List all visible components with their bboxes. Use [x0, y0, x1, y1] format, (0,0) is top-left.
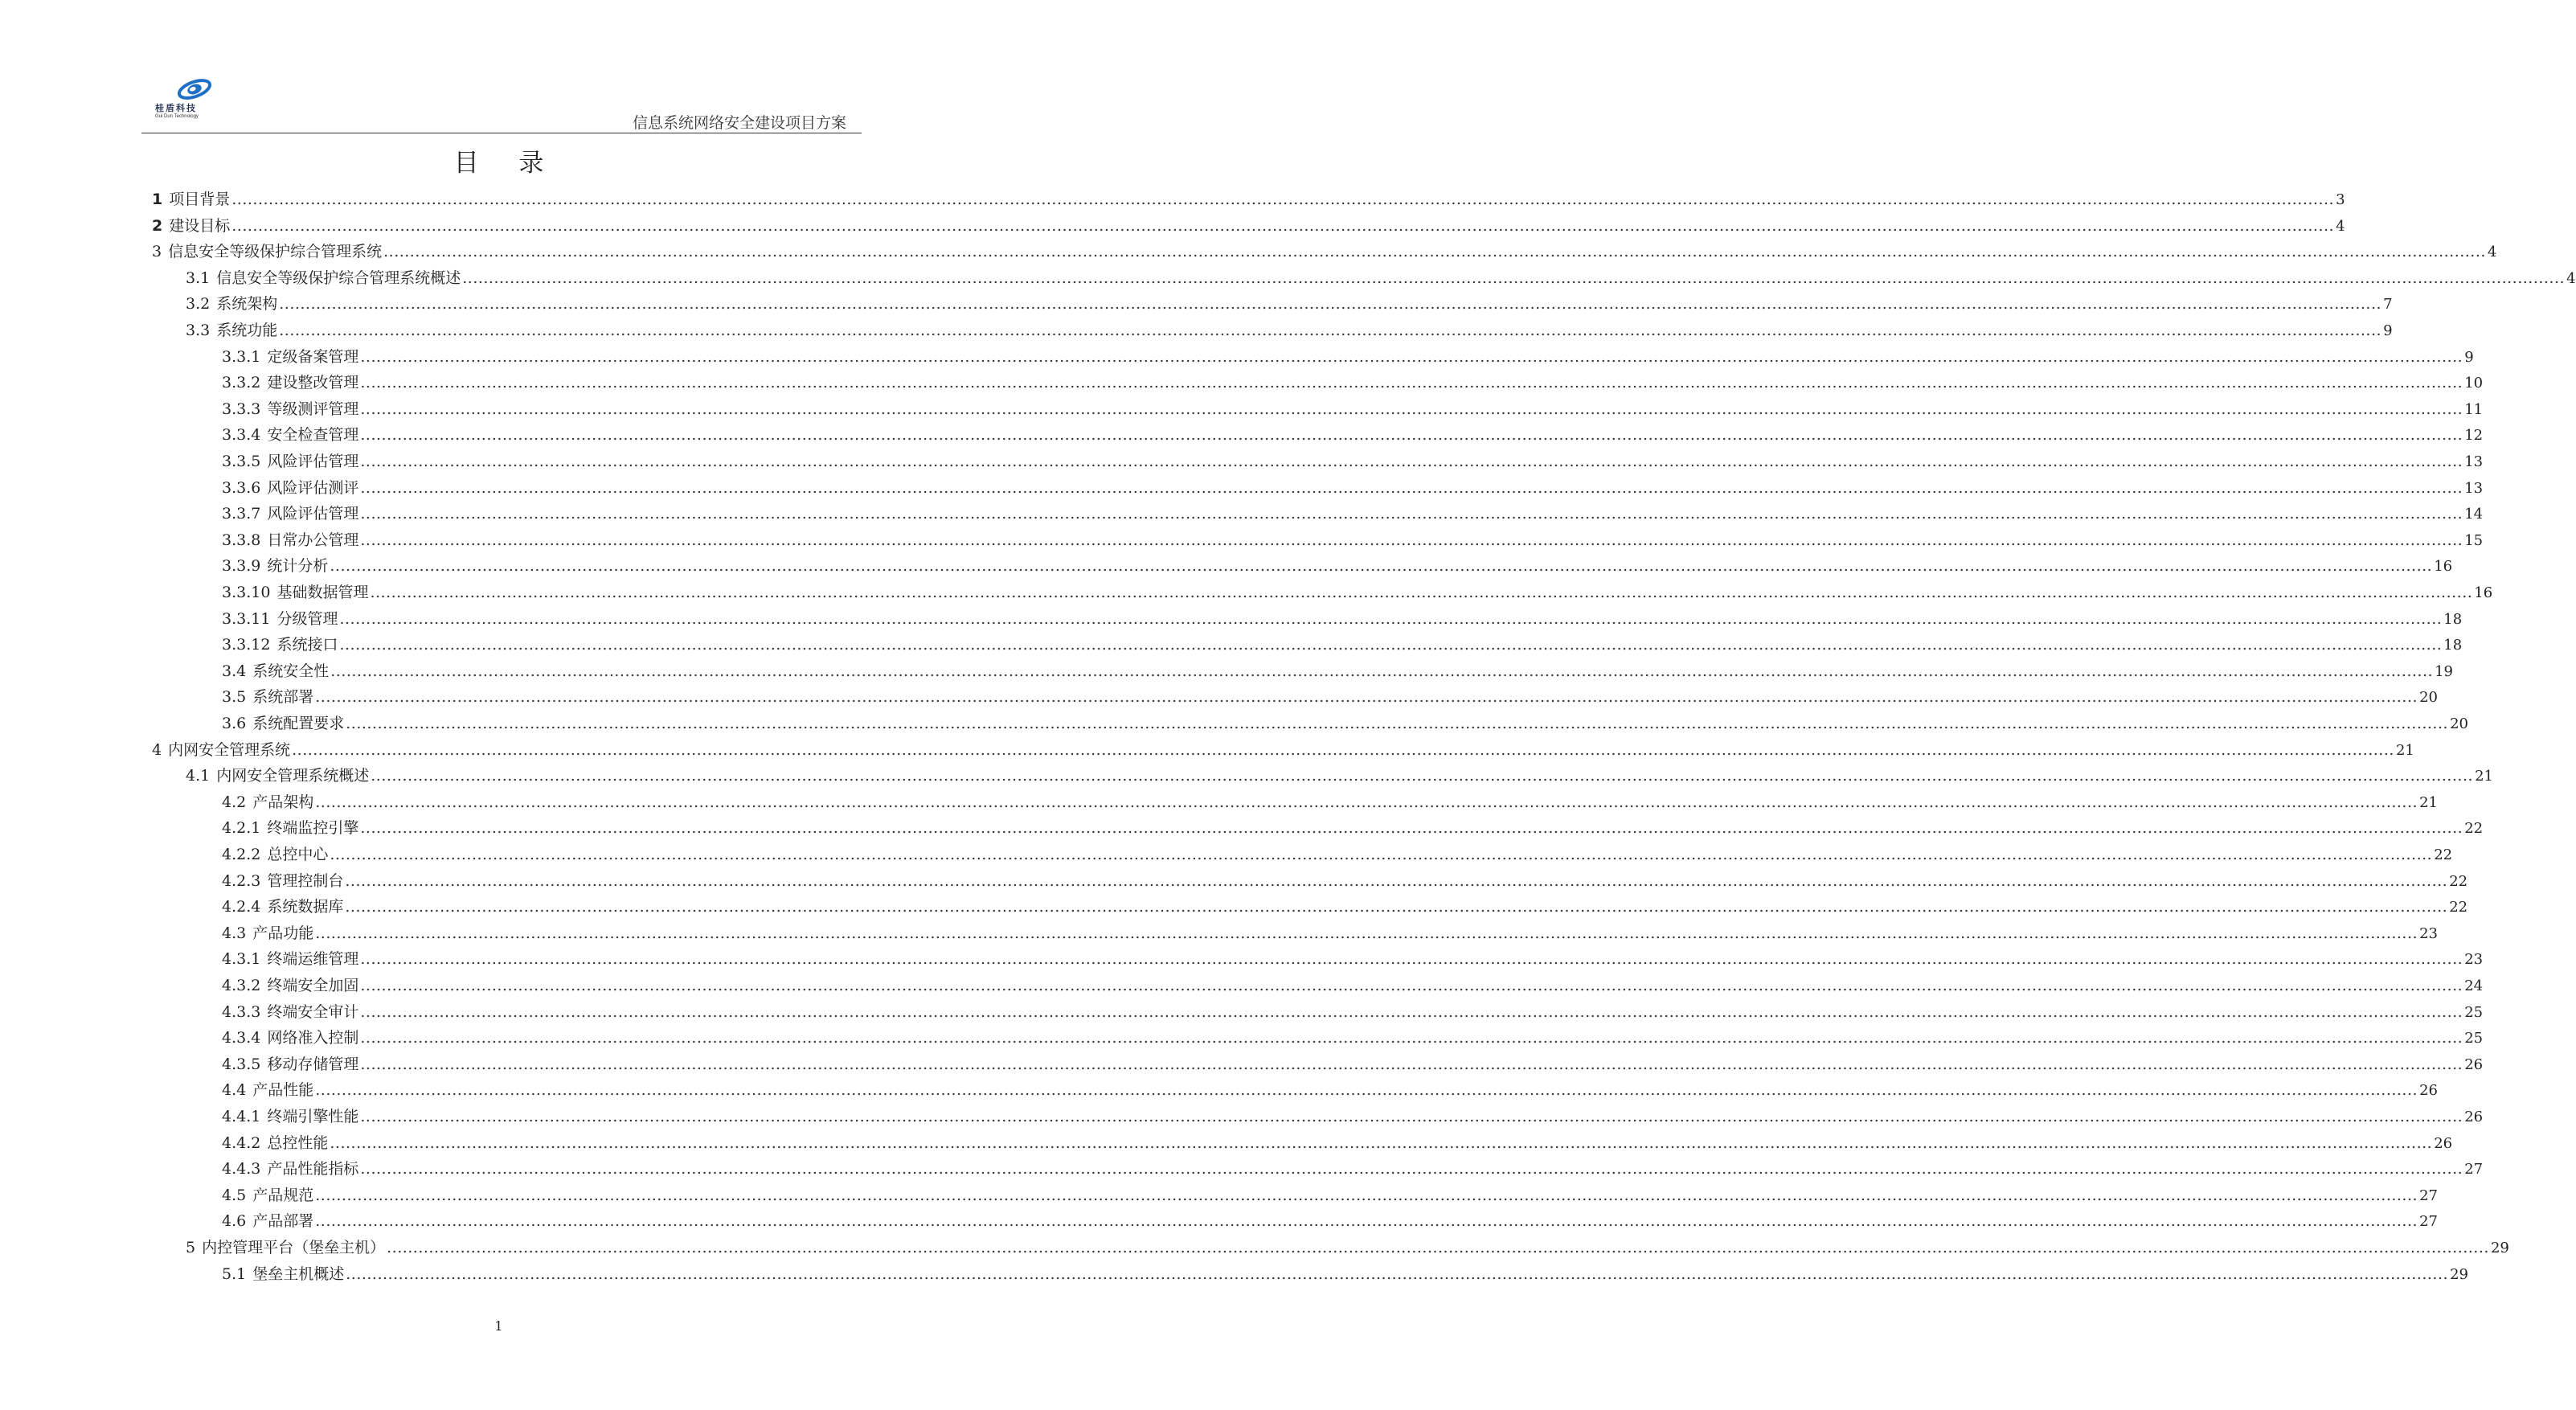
toc-entry[interactable] — [222, 894, 2468, 920]
toc-entry-label: 系统部署 — [252, 688, 314, 706]
toc-entry[interactable] — [222, 999, 2484, 1025]
toc-entry-label: 系统配置要求 — [252, 715, 345, 732]
toc-entry[interactable] — [222, 684, 2438, 710]
toc-entry-label: 产品功能 — [252, 924, 314, 942]
toc-entry[interactable] — [222, 920, 2438, 946]
toc-entry-label: 定级备案管理 — [267, 348, 359, 366]
toc-entry[interactable] — [222, 580, 2493, 605]
toc-dot-leader: ................................................................................................................................................................................................................................................................................................................................................................................................................ — [360, 348, 2463, 366]
toc-entry-number: 4.2.1 — [222, 819, 261, 837]
toc-dot-leader: ................................................................................................................................................................................................................................................................................................................................................................................................................ — [330, 1134, 2433, 1152]
toc-entry-page: 22 — [2464, 820, 2484, 837]
toc-entry-number: 3.3.10 — [222, 584, 271, 601]
logo — [153, 77, 225, 125]
toc-entry[interactable] — [222, 553, 2453, 579]
toc-entry-number: 3.3.11 — [222, 610, 271, 628]
toc-entry-number: 2 — [152, 217, 163, 235]
toc-entry[interactable] — [222, 1051, 2484, 1077]
toc-entry-page: 9 — [2464, 349, 2474, 366]
toc-entry-number: 3.3.1 — [222, 348, 261, 366]
toc-entry-label: 产品架构 — [252, 793, 314, 811]
toc-dot-leader: ................................................................................................................................................................................................................................................................................................................................................................................................................ — [346, 715, 2449, 732]
toc-entry-number: 3.1 — [186, 269, 211, 287]
toc-dot-leader: ................................................................................................................................................................................................................................................................................................................................................................................................................ — [346, 1265, 2449, 1283]
toc-entry-page: 18 — [2443, 637, 2463, 654]
toc-entry[interactable] — [186, 291, 2393, 317]
toc-entry[interactable] — [222, 1261, 2468, 1287]
toc-entry-label: 统计分析 — [267, 557, 329, 575]
toc-entry-label: 终端监控引擎 — [267, 819, 359, 837]
toc-dot-leader: ................................................................................................................................................................................................................................................................................................................................................................................................................ — [462, 269, 2566, 287]
toc-entry-number: 4.4.2 — [222, 1134, 261, 1152]
toc-entry[interactable] — [186, 1235, 2509, 1260]
toc-entry-number: 4.2.2 — [222, 846, 261, 863]
toc-entry-number: 3.3.5 — [222, 453, 261, 470]
toc-dot-leader: ................................................................................................................................................................................................................................................................................................................................................................................................................ — [360, 977, 2463, 994]
toc-entry[interactable] — [222, 1077, 2438, 1103]
toc-entry-number: 4.4.3 — [222, 1160, 261, 1178]
logo-emblem-icon — [177, 77, 212, 101]
toc-entry-number: 4.2.4 — [222, 898, 261, 916]
toc-entry[interactable] — [222, 1025, 2484, 1051]
toc-entry-label: 终端安全审计 — [267, 1003, 359, 1021]
document-header-title: 信息系统网络安全建设项目方案 — [632, 114, 846, 132]
toc-dot-leader: ................................................................................................................................................................................................................................................................................................................................................................................................................ — [345, 898, 2448, 916]
toc-entry[interactable] — [152, 213, 2345, 239]
toc-entry-label: 风险评估管理 — [267, 453, 359, 470]
toc-entry-number: 4 — [152, 741, 162, 759]
toc-entry-label: 堡垒主机概述 — [252, 1265, 345, 1283]
toc-dot-leader: ................................................................................................................................................................................................................................................................................................................................................................................................................ — [330, 557, 2433, 575]
toc-dot-leader: ................................................................................................................................................................................................................................................................................................................................................................................................................ — [315, 688, 2418, 706]
toc-entry-label: 安全检查管理 — [267, 426, 359, 444]
toc-entry-number: 3.5 — [222, 688, 247, 706]
toc-dot-leader: ................................................................................................................................................................................................................................................................................................................................................................................................................ — [360, 1055, 2463, 1073]
toc-entry[interactable] — [222, 449, 2484, 474]
toc-dot-leader: ................................................................................................................................................................................................................................................................................................................................................................................................................ — [360, 1003, 2463, 1021]
toc-entry-number: 3.3.12 — [222, 636, 271, 654]
toc-entry-label: 总控性能 — [267, 1134, 329, 1152]
toc-entry-label: 基础数据管理 — [276, 584, 369, 601]
toc-entry-number: 3.3.3 — [222, 400, 261, 418]
toc-entry-page: 10 — [2464, 375, 2484, 391]
toc-entry-number: 3.3.8 — [222, 531, 261, 549]
toc-entry-number: 3.3.7 — [222, 505, 261, 523]
toc-entry-label: 建设整改管理 — [267, 374, 359, 391]
toc-entry-label: 信息安全等级保护综合管理系统 — [168, 243, 383, 260]
toc-dot-leader: ................................................................................................................................................................................................................................................................................................................................................................................................................ — [360, 505, 2463, 523]
toc-entry-page: 16 — [2474, 584, 2493, 601]
toc-entry-page: 4 — [2487, 244, 2497, 260]
toc-entry-page: 13 — [2464, 480, 2484, 497]
toc-dot-leader: ................................................................................................................................................................................................................................................................................................................................................................................................................ — [371, 767, 2474, 785]
toc-dot-leader: ................................................................................................................................................................................................................................................................................................................................................................................................................ — [279, 322, 2382, 339]
toc-entry[interactable] — [222, 396, 2484, 422]
toc-entry[interactable] — [222, 973, 2484, 998]
toc-entry[interactable] — [222, 632, 2463, 658]
toc-entry-label: 产品性能指标 — [267, 1160, 359, 1178]
toc-entry-label: 产品性能 — [252, 1081, 314, 1099]
page-number: 1 — [494, 1318, 503, 1334]
toc-entry-label: 终端运维管理 — [267, 950, 359, 968]
toc-entry-number: 5.1 — [222, 1265, 247, 1283]
toc-dot-leader: ................................................................................................................................................................................................................................................................................................................................................................................................................ — [339, 610, 2443, 628]
toc-entry-page: 22 — [2449, 899, 2468, 916]
toc-dot-leader: ................................................................................................................................................................................................................................................................................................................................................................................................................ — [315, 1187, 2418, 1204]
toc-entry-number: 3.4 — [222, 662, 247, 680]
toc-entry-page: 26 — [2434, 1135, 2453, 1152]
toc-entry-label: 建设目标 — [169, 217, 231, 235]
toc-entry-page: 29 — [2450, 1266, 2468, 1283]
toc-entry-page: 19 — [2435, 663, 2453, 680]
toc-entry[interactable] — [222, 501, 2484, 527]
toc-entry-label: 系统架构 — [216, 295, 278, 313]
toc-dot-leader: ................................................................................................................................................................................................................................................................................................................................................................................................................ — [360, 950, 2463, 968]
toc-entry[interactable] — [186, 763, 2493, 789]
toc-entry-label: 日常办公管理 — [267, 531, 359, 549]
toc-entry-number: 3.3.6 — [222, 479, 261, 497]
toc-entry[interactable] — [222, 370, 2484, 396]
toc-entry[interactable] — [222, 475, 2484, 501]
toc-entry-number: 3 — [152, 243, 162, 260]
toc-entry-number: 4.5 — [222, 1187, 247, 1204]
toc-entry-number: 3.3.2 — [222, 374, 261, 391]
toc-entry-page: 29 — [2490, 1240, 2509, 1256]
toc-entry[interactable] — [222, 1183, 2438, 1208]
toc-entry[interactable] — [186, 265, 2576, 291]
toc-entry[interactable] — [152, 186, 2345, 212]
toc-entry[interactable] — [222, 1208, 2438, 1234]
toc-entry-page: 26 — [2419, 1082, 2438, 1099]
toc-entry-page: 3 — [2336, 191, 2345, 208]
toc-entry[interactable] — [222, 868, 2468, 894]
toc-entry-label: 内网安全管理系统概述 — [216, 767, 370, 785]
toc-entry-label: 信息安全等级保护综合管理系统概述 — [216, 269, 461, 287]
toc-dot-leader: ................................................................................................................................................................................................................................................................................................................................................................................................................ — [370, 584, 2473, 601]
toc-entry-number: 4.6 — [222, 1212, 247, 1230]
toc-entry-label: 终端引擎性能 — [267, 1108, 359, 1125]
toc-entry-label: 等级测评管理 — [267, 400, 359, 418]
toc-entry-page: 27 — [2419, 1187, 2438, 1204]
toc-dot-leader: ................................................................................................................................................................................................................................................................................................................................................................................................................ — [360, 426, 2463, 444]
toc-entry-page: 26 — [2464, 1109, 2484, 1125]
toc-dot-leader: ................................................................................................................................................................................................................................................................................................................................................................................................................ — [315, 1212, 2418, 1230]
toc-entry-label: 系统数据库 — [267, 898, 344, 916]
toc-entry-label: 分级管理 — [276, 610, 338, 628]
logo-name-cn: 桂盾科技 — [155, 103, 197, 113]
toc-entry[interactable] — [222, 1156, 2484, 1182]
toc-entry-number: 3.2 — [186, 295, 211, 313]
toc-entry-page: 15 — [2464, 532, 2484, 549]
toc-entry-page: 23 — [2464, 951, 2484, 968]
toc-entry-page: 25 — [2464, 1030, 2484, 1047]
toc-entry[interactable] — [222, 658, 2453, 684]
toc-dot-leader: ................................................................................................................................................................................................................................................................................................................................................................................................................ — [339, 636, 2443, 654]
toc-entry[interactable] — [222, 606, 2463, 632]
toc-entry-page: 23 — [2419, 925, 2438, 942]
toc-dot-leader: ................................................................................................................................................................................................................................................................................................................................................................................................................ — [383, 243, 2486, 260]
toc-entry-page: 4 — [2336, 218, 2345, 235]
toc-dot-leader: ................................................................................................................................................................................................................................................................................................................................................................................................................ — [360, 453, 2463, 470]
toc-entry-label: 产品部署 — [252, 1212, 314, 1230]
toc-entry-label: 项目背景 — [169, 191, 231, 208]
toc-entry-label: 系统接口 — [276, 636, 338, 654]
toc-entry-label: 内网安全管理系统 — [168, 741, 291, 759]
toc-entry-page: 24 — [2464, 978, 2484, 994]
toc-entry-number: 4.3.1 — [222, 950, 261, 968]
toc-entry-page: 4 — [2566, 270, 2576, 287]
toc-entry-number: 3.6 — [222, 715, 247, 732]
toc-entry-number: 4.3.5 — [222, 1055, 261, 1073]
toc-dot-leader: ................................................................................................................................................................................................................................................................................................................................................................................................................ — [360, 479, 2463, 497]
toc-entry[interactable] — [186, 318, 2393, 343]
toc-dot-leader: ................................................................................................................................................................................................................................................................................................................................................................................................................ — [292, 741, 2394, 759]
toc-entry-page: 12 — [2464, 427, 2484, 444]
toc-entry-label: 产品规范 — [252, 1187, 314, 1204]
toc-entry-page: 11 — [2464, 401, 2484, 418]
toc-entry-number: 1 — [152, 191, 163, 208]
toc-entry-page: 25 — [2464, 1004, 2484, 1021]
toc-entry-number: 5 — [186, 1239, 196, 1256]
toc-entry[interactable] — [222, 527, 2484, 553]
toc-entry-number: 3.3.9 — [222, 557, 261, 575]
toc-entry[interactable] — [222, 711, 2468, 736]
toc-entry[interactable] — [222, 946, 2484, 972]
toc-entry-page: 26 — [2464, 1056, 2484, 1073]
toc-entry-label: 终端安全加固 — [267, 977, 359, 994]
toc-dot-leader: ................................................................................................................................................................................................................................................................................................................................................................................................................ — [330, 662, 2434, 680]
toc-dot-leader: ................................................................................................................................................................................................................................................................................................................................................................................................................ — [360, 1108, 2463, 1125]
toc-dot-leader: ................................................................................................................................................................................................................................................................................................................................................................................................................ — [360, 531, 2463, 549]
toc-entry-label: 系统功能 — [216, 322, 278, 339]
toc-entry[interactable] — [222, 422, 2484, 448]
toc-dot-leader: ................................................................................................................................................................................................................................................................................................................................................................................................................ — [315, 793, 2418, 811]
toc-dot-leader: ................................................................................................................................................................................................................................................................................................................................................................................................................ — [360, 374, 2463, 391]
toc-entry-page: 18 — [2443, 611, 2463, 628]
toc-entry-page: 7 — [2383, 296, 2393, 313]
toc-entry-page: 21 — [2395, 742, 2414, 759]
toc-entry-page: 27 — [2419, 1213, 2438, 1230]
toc-entry-page: 20 — [2450, 715, 2468, 732]
toc-dot-leader: ................................................................................................................................................................................................................................................................................................................................................................................................................ — [315, 1081, 2418, 1099]
toc-entry-number: 4.3.2 — [222, 977, 261, 994]
toc-entry-page: 21 — [2419, 794, 2438, 811]
toc-dot-leader: ................................................................................................................................................................................................................................................................................................................................................................................................................ — [387, 1239, 2489, 1256]
toc-dot-leader: ................................................................................................................................................................................................................................................................................................................................................................................................................ — [279, 295, 2382, 313]
toc-entry-label: 内控管理平台（堡垒主机） — [202, 1239, 386, 1256]
toc-entry-page: 27 — [2464, 1161, 2484, 1178]
toc-entry[interactable] — [152, 239, 2497, 264]
toc-dot-leader: ................................................................................................................................................................................................................................................................................................................................................................................................................ — [231, 191, 2335, 208]
toc-dot-leader: ................................................................................................................................................................................................................................................................................................................................................................................................................ — [360, 1029, 2463, 1047]
toc-entry-label: 风险评估测评 — [267, 479, 359, 497]
toc-entry[interactable] — [222, 1104, 2484, 1129]
toc-entry-number: 4.3.4 — [222, 1029, 261, 1047]
toc-entry-label: 系统安全性 — [252, 662, 330, 680]
toc-entry-page: 14 — [2464, 506, 2484, 523]
toc-entry[interactable] — [152, 737, 2414, 763]
toc-entry-label: 管理控制台 — [267, 872, 344, 890]
toc-entry-number: 4.2.3 — [222, 872, 261, 890]
toc-entry[interactable] — [222, 842, 2453, 867]
toc-entry-number: 4.4.1 — [222, 1108, 261, 1125]
toc-entry-page: 20 — [2419, 689, 2438, 706]
toc-dot-leader: ................................................................................................................................................................................................................................................................................................................................................................................................................ — [315, 924, 2418, 942]
toc-entry-label: 网络准入控制 — [267, 1029, 359, 1047]
toc-entry-number: 4.4 — [222, 1081, 247, 1099]
toc-entry-number: 4.3 — [222, 924, 247, 942]
toc-dot-leader: ................................................................................................................................................................................................................................................................................................................................................................................................................ — [330, 846, 2433, 863]
toc-entry-page: 22 — [2449, 873, 2468, 890]
toc-entry-label: 移动存储管理 — [267, 1055, 359, 1073]
toc-entry-number: 3.3 — [186, 322, 211, 339]
toc-dot-leader: ................................................................................................................................................................................................................................................................................................................................................................................................................ — [360, 400, 2463, 418]
toc-entry[interactable] — [222, 789, 2438, 815]
toc-entry-page: 13 — [2464, 453, 2484, 470]
toc-entry-number: 4.1 — [186, 767, 211, 785]
toc-entry[interactable] — [222, 1130, 2453, 1156]
logo-name-en: Gui Dun Technology — [155, 114, 199, 119]
toc-entry-page: 22 — [2434, 846, 2453, 863]
toc-title: 目 录 — [453, 149, 560, 178]
toc-entry-label: 风险评估管理 — [267, 505, 359, 523]
toc-dot-leader: ................................................................................................................................................................................................................................................................................................................................................................................................................ — [231, 217, 2335, 235]
toc-entry[interactable] — [222, 344, 2474, 370]
toc-dot-leader: ................................................................................................................................................................................................................................................................................................................................................................................................................ — [360, 1160, 2463, 1178]
toc-entry-number: 4.3.3 — [222, 1003, 261, 1021]
toc-dot-leader: ................................................................................................................................................................................................................................................................................................................................................................................................................ — [360, 819, 2463, 837]
toc-entry-page: 16 — [2434, 558, 2453, 575]
toc-entry-number: 3.3.4 — [222, 426, 261, 444]
toc-dot-leader: ................................................................................................................................................................................................................................................................................................................................................................................................................ — [345, 872, 2448, 890]
toc-entry[interactable] — [222, 815, 2484, 841]
toc-entry-number: 4.2 — [222, 793, 247, 811]
toc-entry-label: 总控中心 — [267, 846, 329, 863]
toc-entry-page: 9 — [2383, 322, 2393, 339]
toc-entry-page: 21 — [2475, 768, 2493, 785]
